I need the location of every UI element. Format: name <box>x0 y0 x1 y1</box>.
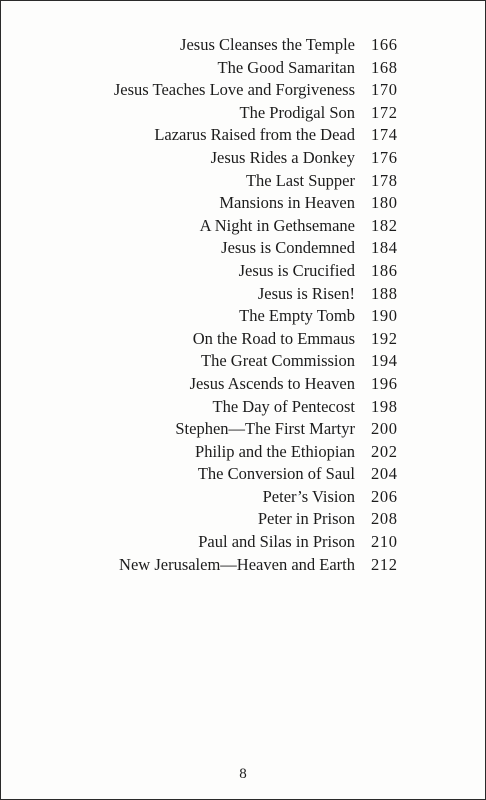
toc-entry-title: Jesus is Condemned <box>221 238 355 258</box>
toc-entry <box>1 305 485 328</box>
toc-entry <box>1 328 485 351</box>
toc-entry-title: New Jerusalem—Heaven and Earth <box>119 554 355 574</box>
toc-entry <box>1 192 485 215</box>
toc-entry-title: Jesus Teaches Love and Forgiveness <box>113 80 355 100</box>
toc-entry-title: Stephen—The First Martyr <box>175 419 355 439</box>
toc-entry-page: 174 <box>371 125 398 145</box>
toc-entry <box>1 554 485 577</box>
toc-entry <box>1 486 485 509</box>
toc-entry-page: 212 <box>371 554 398 574</box>
toc-entry-title: Jesus Ascends to Heaven <box>189 373 355 393</box>
toc-entry-page: 198 <box>371 396 398 416</box>
toc-entry-title: The Last Supper <box>245 170 355 190</box>
toc-entry <box>1 124 485 147</box>
toc-entry-title: The Day of Pentecost <box>212 396 355 416</box>
toc-entry <box>1 441 485 464</box>
toc-entry-page: 202 <box>371 441 398 461</box>
toc-entry <box>1 147 485 170</box>
page-number: 8 <box>239 766 247 782</box>
toc-entry-page: 204 <box>371 464 398 484</box>
toc-entry-title: Mansions in Heaven <box>219 193 355 213</box>
toc-entry-page: 172 <box>371 102 398 122</box>
toc-entry-title: The Prodigal Son <box>239 102 355 122</box>
toc-entry-title: The Empty Tomb <box>239 306 355 326</box>
toc-entry-page: 194 <box>371 351 398 371</box>
toc-entry-title: Paul and Silas in Prison <box>198 532 355 552</box>
toc-entry-title: Peter’s Vision <box>262 486 355 506</box>
toc-entry <box>1 237 485 260</box>
toc-entry-page: 170 <box>371 80 398 100</box>
toc-entry-title: Jesus Cleanses the Temple <box>180 35 355 54</box>
toc-entry-title: Jesus Rides a Donkey <box>210 147 355 167</box>
toc-entry <box>1 418 485 441</box>
toc-entry-page: 188 <box>371 283 398 303</box>
toc-entry-page: 196 <box>371 373 398 393</box>
toc-entry-page: 192 <box>371 328 398 348</box>
toc-entry-page: 180 <box>371 193 398 213</box>
toc-entry-title: Jesus is Risen! <box>257 283 355 303</box>
toc-entry-title: Philip and the Ethiopian <box>195 441 355 461</box>
toc-entry <box>1 373 485 396</box>
toc-entry-title: Jesus is Crucified <box>238 260 355 280</box>
toc-entry-page: 208 <box>371 509 398 529</box>
toc-entry-page: 190 <box>371 306 398 326</box>
toc-entry <box>1 396 485 419</box>
toc-entry-page: 184 <box>371 238 398 258</box>
toc-entry-title: The Good Samaritan <box>217 57 355 77</box>
toc-entry-title: Peter in Prison <box>257 509 355 529</box>
table-of-contents <box>1 34 485 576</box>
toc-entry-page: 176 <box>371 147 398 167</box>
toc-entry-title: A Night in Gethsemane <box>199 215 355 235</box>
toc-entry <box>1 102 485 125</box>
toc-entry <box>1 531 485 554</box>
toc-entry-page: 210 <box>371 532 398 552</box>
toc-entry-page: 182 <box>371 215 398 235</box>
toc-entry <box>1 57 485 80</box>
toc-entry-page: 178 <box>371 170 398 190</box>
toc-entry <box>1 350 485 373</box>
toc-entry <box>1 283 485 306</box>
toc-entry-title: The Conversion of Saul <box>197 464 355 484</box>
toc-entry <box>1 215 485 238</box>
toc-entry <box>1 34 485 57</box>
toc-entry-title: The Great Commission <box>201 351 355 371</box>
toc-entry <box>1 170 485 193</box>
toc-entry-title: On the Road to Emmaus <box>192 328 355 348</box>
toc-entry <box>1 508 485 531</box>
toc-entry-page: 206 <box>371 486 398 506</box>
toc-entry-page: 200 <box>371 419 398 439</box>
toc-entry <box>1 79 485 102</box>
toc-entry <box>1 260 485 283</box>
toc-entry-title: Lazarus Raised from the Dead <box>154 125 355 145</box>
toc-entry <box>1 463 485 486</box>
toc-entry-page: 168 <box>371 57 398 77</box>
toc-entry-page: 186 <box>371 260 398 280</box>
toc-entry-page: 166 <box>371 35 398 54</box>
